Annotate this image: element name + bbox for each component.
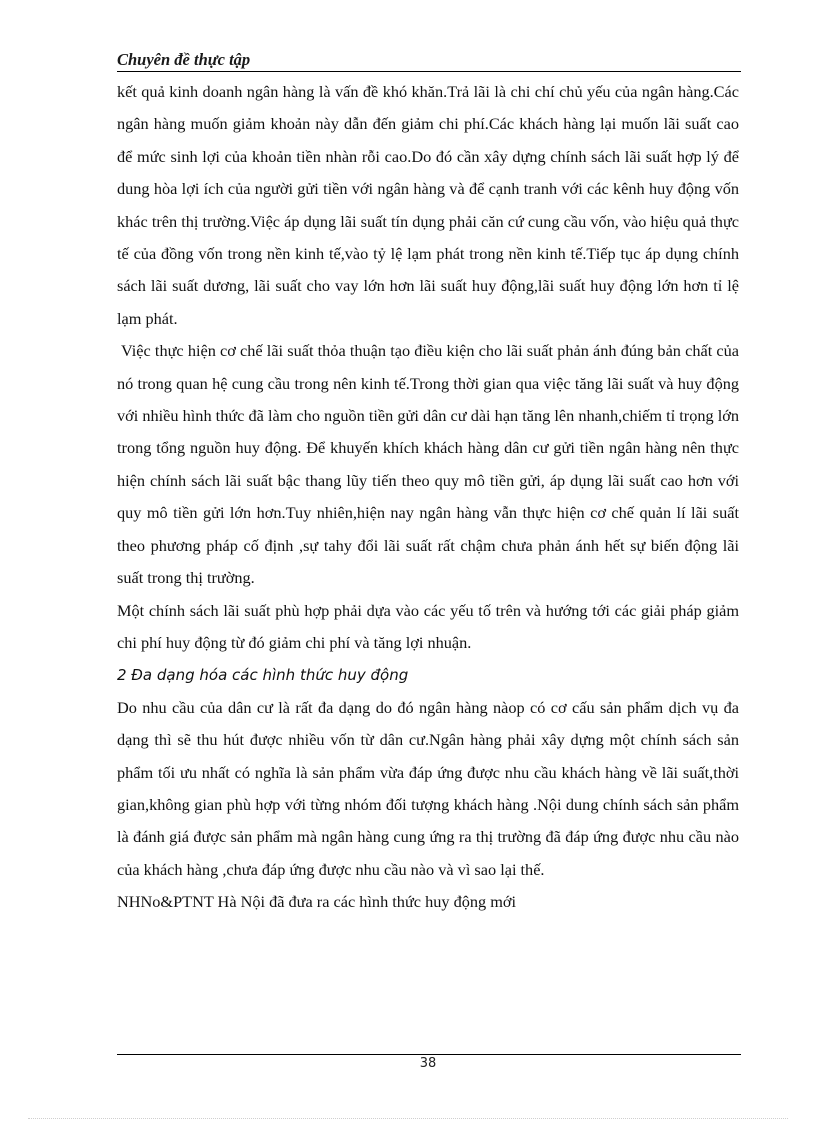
header-divider	[117, 71, 741, 72]
paragraph: Việc thực hiện cơ chế lãi suất thỏa thuận tạo điều kiện cho lãi suất phản ánh đúng bản chất của nó trong quan hệ cung cầu trong nên kinh tế.Trong thời gian qua việc tăng lãi suất và huy động với nhiều hình thức đã làm cho nguồn tiền gửi dân cư dài hạn tăng lên nhanh,chiếm tỉ trọng lớn trong tổng nguồn huy động. Để khuyến khích khách hàng dân cư gửi tiền ngân hàng nên thực hiện chính sách lãi suất bậc thang lũy tiến theo quy mô tiền gửi, áp dụng lãi suất cao hơn với quy mô tiền gửi lớn hơn.Tuy nhiên,hiện nay ngân hàng vẫn thực hiện cơ chế quản lí lãi suất theo phương pháp cố định ,sự tahy đổi lãi suất rất chậm chưa phản ánh hết sự biến động lãi suất trong thị trường.	[117, 341, 739, 588]
paragraph: Một chính sách lãi suất phù hợp phải dựa vào các yếu tố trên và hướng tới các giải pháp giảm chi phí huy động từ đó giảm chi phí và tăng lợi nhuận.	[117, 600, 739, 652]
page-edge-divider	[28, 1118, 788, 1119]
paragraph: NHNo&PTNT Hà Nội đã đưa ra các hình thức huy động mới	[117, 892, 516, 912]
footer-divider	[117, 1054, 741, 1055]
paragraph: Do nhu cầu của dân cư là rất đa dạng do đó ngân hàng nàop có cơ cấu sản phẩm dịch vụ đa dạng thì sẽ thu hút được nhiều vốn từ dân cư.Ngân hàng phải xây dựng một chính sách sản phẩm tối ưu nhất có nghĩa là sản phẩm vừa đáp ứng được nhu cầu khách hàng về lãi suất,thời gian,không gian phù hợp với từng nhóm đối tượng khách hàng .Nội dung chính sách sản phẩm là đánh giá được sản phẩm mà ngân hàng cung ứng ra thị trường đã đáp ứng được nhu cầu nào của khách hàng ,chưa đáp ứng được nhu cầu nào và vì sao lại thế.	[117, 697, 739, 879]
page-number: 38	[419, 1056, 437, 1071]
page-header-title: Chuyên đề thực tập	[117, 50, 251, 69]
section-heading: 2 Đa dạng hóa các hình thức huy động	[117, 666, 409, 685]
document-body	[117, 76, 739, 919]
paragraph: kết quả kinh doanh ngân hàng là vấn đề khó khăn.Trả lãi là chi chí chủ yếu của ngân hàng.Các ngân hàng muốn giảm khoản này dẫn đến giảm chi phí.Các khách hàng lại muốn lãi suất cao để mức sinh lợi của khoản tiền nhàn rỗi cao.Do đó cần xây dựng chính sách lãi suất hợp lý để dung hòa lợi ích của người gửi tiền với ngân hàng và để cạnh tranh với các kênh huy động vốn khác trên thị trường.Việc áp dụng lãi suất tín dụng phải căn cứ cung cầu vốn, vào hiệu quả thực tế của đồng vốn trong nền kinh tế,vào tỷ lệ lạm phát trong nền kinh tế.Tiếp tục áp dụng chính sách lãi suất dương, lãi suất cho vay lớn hơn lãi suất huy động,lãi suất huy động lớn hơn tỉ lệ lạm phát.	[117, 82, 739, 328]
